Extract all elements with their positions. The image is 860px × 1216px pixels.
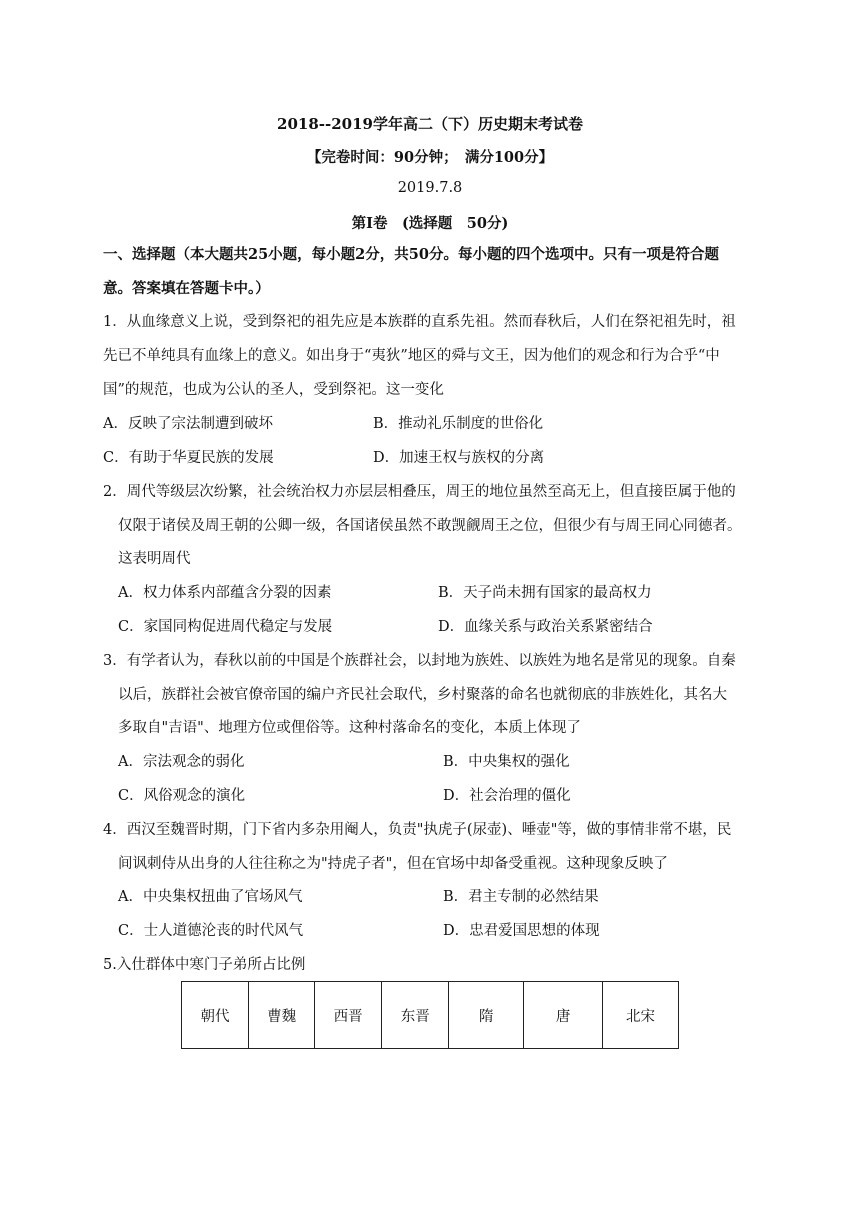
question-2-line-3: 这表明周代 <box>118 551 191 567</box>
question-3-option-b: B．中央集权的强化 <box>443 754 570 770</box>
question-5-table <box>181 981 679 1049</box>
question-1-option-a: A．反映了宗法制遭到破坏 <box>103 416 273 432</box>
question-3-option-a: A．宗法观念的弱化 <box>118 754 245 770</box>
question-4-line-1: 4．西汉至魏晋时期，门下省内多杂用阉人，负责"执虎子(尿壶)、唾壶"等，做的事情非常不堪，民 <box>103 822 732 838</box>
instructions-line-2: 意。答案填在答题卡中。） <box>103 280 270 297</box>
table-header-cell: 隋 <box>449 982 524 1049</box>
question-5-stem: 5.入仕群体中寒门子弟所占比例 <box>103 957 306 973</box>
table-header-cell: 东晋 <box>382 982 449 1049</box>
exam-time-score: 【完卷时间：90分钟； 满分100分】 <box>306 149 554 166</box>
table-header-cell: 唐 <box>524 982 603 1049</box>
question-4-option-a: A．中央集权扭曲了官场风气 <box>118 889 303 905</box>
question-3-option-c: C．风俗观念的演化 <box>118 788 246 804</box>
question-4-option-d: D．忠君爱国思想的体现 <box>443 923 600 939</box>
question-1-option-d: D．加速王权与族权的分离 <box>373 450 545 466</box>
question-2-line-1: 2．周代等级层次纷繁，社会统治权力亦层层相叠压，周王的地位虽然至高无上，但直接臣属于他的 <box>103 484 736 500</box>
table-header-cell: 朝代 <box>182 982 249 1049</box>
question-3-line-3: 多取自"吉语"、地理方位或俚俗等。这种村落命名的变化，本质上体现了 <box>118 720 581 736</box>
exam-date: 2019.7.8 <box>397 180 463 196</box>
question-1-line-3: 国”的规范，也成为公认的圣人，受到祭祀。这一变化 <box>103 382 444 398</box>
table-header-cell: 曹魏 <box>249 982 315 1049</box>
exam-title: 2018--2019学年高二（下）历史期末考试卷 <box>277 115 583 133</box>
question-2-option-a: A．权力体系内部蕴含分裂的因素 <box>118 585 332 601</box>
table-header-cell: 西晋 <box>315 982 382 1049</box>
question-2-option-c: C．家国同构促进周代稳定与发展 <box>118 619 333 635</box>
question-1-line-1: 1．从血缘意义上说，受到祭祀的祖先应是本族群的直系先祖。然而春秋后，人们在祭祀祖先时，祖 <box>103 314 736 330</box>
table-row <box>182 982 679 1049</box>
question-1-option-b: B．推动礼乐制度的世俗化 <box>373 416 544 432</box>
section-heading: 第Ⅰ卷 (选择题 50分) <box>351 215 509 232</box>
question-3-option-d: D．社会治理的僵化 <box>443 788 571 804</box>
question-2-option-b: B．天子尚未拥有国家的最高权力 <box>438 585 652 601</box>
question-3-line-1: 3．有学者认为，春秋以前的中国是个族群社会，以封地为族姓、以族姓为地名是常见的现象。自秦 <box>103 653 736 669</box>
question-1-option-c: C．有助于华夏民族的发展 <box>103 450 274 466</box>
question-2-line-2: 仅限于诸侯及周王朝的公卿一级，各国诸侯虽然不敢觊觎周王之位，但很少有与周王同心同德者。 <box>118 518 742 534</box>
question-3-line-2: 以后，族群社会被官僚帝国的编户齐民社会取代，乡村聚落的命名也就彻底的非族姓化，其名大 <box>118 687 727 703</box>
table-header-cell: 北宋 <box>603 982 679 1049</box>
question-1-line-2: 先已不单纯具有血缘上的意义。如出身于“夷狄”地区的舜与文王，因为他们的观念和行为合乎“中 <box>103 348 720 364</box>
question-2-option-d: D．血缘关系与政治关系紧密结合 <box>438 619 653 635</box>
question-4-option-c: C．士人道德沦丧的时代风气 <box>118 923 304 939</box>
question-4-line-2: 间讽刺侍从出身的人往往称之为"持虎子者"，但在官场中却备受重视。这种现象反映了 <box>118 856 668 872</box>
instructions-line-1: 一、选择题（本大题共25小题，每小题2分，共50分。每小题的四个选项中。只有一项是符合题 <box>103 246 719 263</box>
question-4-option-b: B．君主专制的必然结果 <box>443 889 599 905</box>
